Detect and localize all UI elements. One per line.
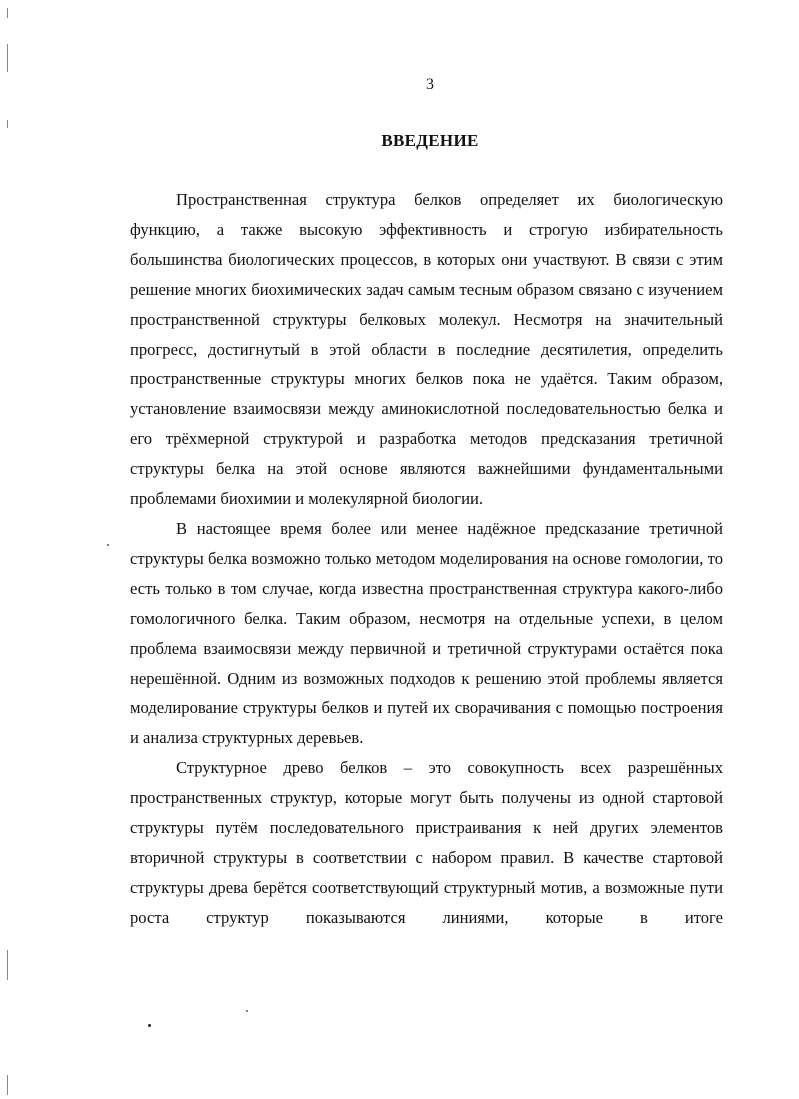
scan-artifact <box>7 8 8 18</box>
scan-artifact <box>7 44 8 72</box>
paragraph: В настоящее время более или менее надёжное предсказание третичной структуры белка возможно только методом моделирования на основе гомологии, то есть только в том случае, когда известна пространственная структура какого-либо гомологичного белка. Таким образом, несмотря на отдельные успехи, в целом проблема взаимосвязи между первичной и третичной структурами остаётся пока нерешённой. Одним из возможных подходов к решению этой проблемы является моделирование структуры белков и путей их сворачивания с помощью построения и анализа структурных деревьев. <box>130 518 723 748</box>
body-text <box>130 185 723 933</box>
scan-artifact <box>7 950 8 980</box>
scan-artifact <box>148 1024 151 1027</box>
scan-artifact <box>7 1075 8 1095</box>
scan-artifact <box>246 1010 248 1012</box>
scan-artifact <box>107 544 109 546</box>
page-number: 3 <box>426 76 434 93</box>
section-heading: ВВЕДЕНИЕ <box>381 131 479 150</box>
scan-artifact <box>7 120 8 128</box>
paragraph: Пространственная структура белков определяет их биологическую функцию, а также высокую эффективность и строгую избирательность большинства биологических процессов, в которых они участвуют. В связи с этим решение многих биохимических задач самым тесным образом связано с изучением пространственной структуры белковых молекул. Несмотря на значительный прогресс, достигнутый в этой области в последние десятилетия, определить пространственные структуры многих белков пока не удаётся. Таким образом, установление взаимосвязи между аминокислотной последовательностью белка и его трёхмерной структурой и разработка методов предсказания третичной структуры белка на этой основе являются важнейшими фундаментальными проблемами биохимии и молекулярной биологии. <box>130 190 723 509</box>
paragraph: Структурное древо белков – это совокупность всех разрешённых пространственных структур, которые могут быть получены из одной стартовой структуры путём последовательного пристраивания к ней других элементов вторичной структуры в соответствии с набором правил. В качестве стартовой структуры древа берётся соответствующий структурный мотив, а возможные пути роста структур показываются линиями, которые в итоге <box>130 758 723 927</box>
